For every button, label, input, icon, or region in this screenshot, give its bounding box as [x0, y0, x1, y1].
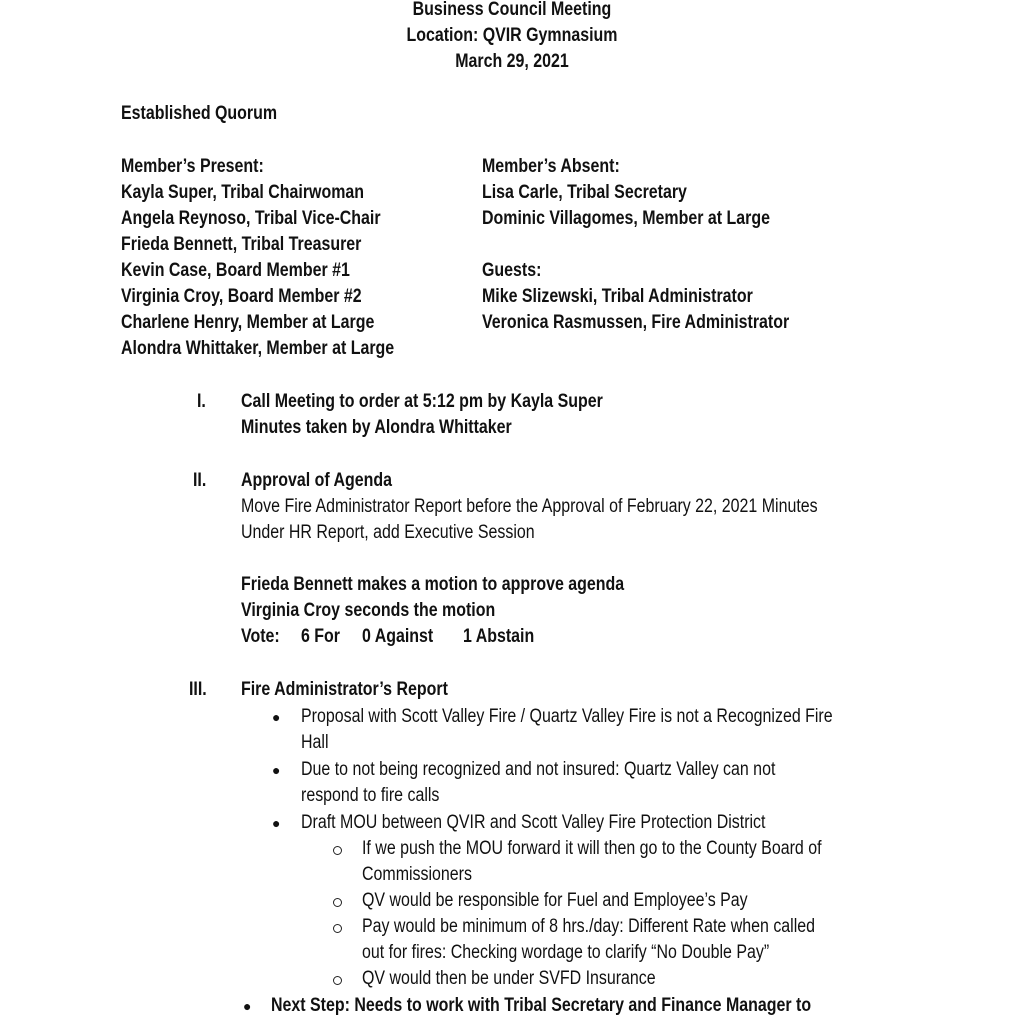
next-step-text: Next Step: Needs to work with Tribal Secretary and Finance Manager to [271, 995, 812, 1016]
meeting-date: March 29, 2021 [455, 51, 569, 72]
member-absent: Lisa Carle, Tribal Secretary [482, 182, 687, 203]
member-present: Alondra Whittaker, Member at Large [121, 338, 395, 359]
sub-bullet-text: Pay would be minimum of 8 hrs./day: Different Rate when called [362, 916, 816, 937]
vote-label: Vote: [241, 626, 280, 647]
section-title: Fire Administrator’s Report [241, 679, 448, 700]
vote-for: 6 For [301, 626, 341, 647]
guest: Veronica Rasmussen, Fire Administrator [482, 312, 790, 333]
hollow-bullet-icon [333, 924, 342, 933]
members-present-label: Member’s Present: [121, 156, 264, 177]
agenda-note: Move Fire Administrator Report before the Approval of February 22, 2021 Minutes [241, 496, 818, 517]
bullet-icon: ● [272, 709, 281, 725]
hollow-bullet-icon [333, 846, 342, 855]
bullet-text: respond to fire calls [301, 785, 440, 806]
vote-abstain: 1 Abstain [463, 626, 535, 647]
member-present: Kevin Case, Board Member #1 [121, 260, 350, 281]
guests-label: Guests: [482, 260, 542, 281]
sub-bullet-text: QV would then be under SVFD Insurance [362, 968, 656, 989]
bullet-text: Hall [301, 732, 329, 753]
member-present: Frieda Bennett, Tribal Treasurer [121, 234, 362, 255]
bullet-text: Draft MOU between QVIR and Scott Valley Fire Protection District [301, 812, 766, 833]
bullet-icon: ● [243, 998, 252, 1014]
sub-bullet-text: If we push the MOU forward it will then go to the County Board of [362, 838, 822, 859]
section-title: Approval of Agenda [241, 470, 393, 491]
members-absent-label: Member’s Absent: [482, 156, 620, 177]
section-title: Call Meeting to order at 5:12 pm by Kayla Super [241, 391, 603, 412]
member-present: Charlene Henry, Member at Large [121, 312, 375, 333]
bullet-text: Due to not being recognized and not insured: Quartz Valley can not [301, 759, 776, 780]
sub-bullet-text: Commissioners [362, 864, 472, 885]
sub-bullet-text: QV would be responsible for Fuel and Employee’s Pay [362, 890, 748, 911]
bullet-icon: ● [272, 762, 281, 778]
vote-against: 0 Against [362, 626, 434, 647]
member-present: Kayla Super, Tribal Chairwoman [121, 182, 365, 203]
hollow-bullet-icon [333, 976, 342, 985]
guest: Mike Slizewski, Tribal Administrator [482, 286, 753, 307]
document-title: Business Council Meeting [412, 0, 612, 20]
second-text: Virginia Croy seconds the motion [241, 600, 496, 621]
member-present: Angela Reynoso, Tribal Vice-Chair [121, 208, 381, 229]
section-subtitle: Minutes taken by Alondra Whittaker [241, 417, 512, 438]
section-numeral: II. [193, 470, 207, 491]
motion-text: Frieda Bennett makes a motion to approve agenda [241, 574, 625, 595]
bullet-icon: ● [272, 815, 281, 831]
bullet-text: Proposal with Scott Valley Fire / Quartz Valley Fire is not a Recognized Fire [301, 706, 833, 727]
hollow-bullet-icon [333, 898, 342, 907]
member-absent: Dominic Villagomes, Member at Large [482, 208, 770, 229]
section-numeral: I. [197, 391, 206, 412]
agenda-note: Under HR Report, add Executive Session [241, 522, 535, 543]
quorum-heading: Established Quorum [121, 103, 278, 124]
member-present: Virginia Croy, Board Member #2 [121, 286, 362, 307]
meeting-location: Location: QVIR Gymnasium [406, 25, 618, 46]
section-numeral: III. [189, 679, 207, 700]
sub-bullet-text: out for fires: Checking wordage to clarify “No Double Pay” [362, 942, 770, 963]
